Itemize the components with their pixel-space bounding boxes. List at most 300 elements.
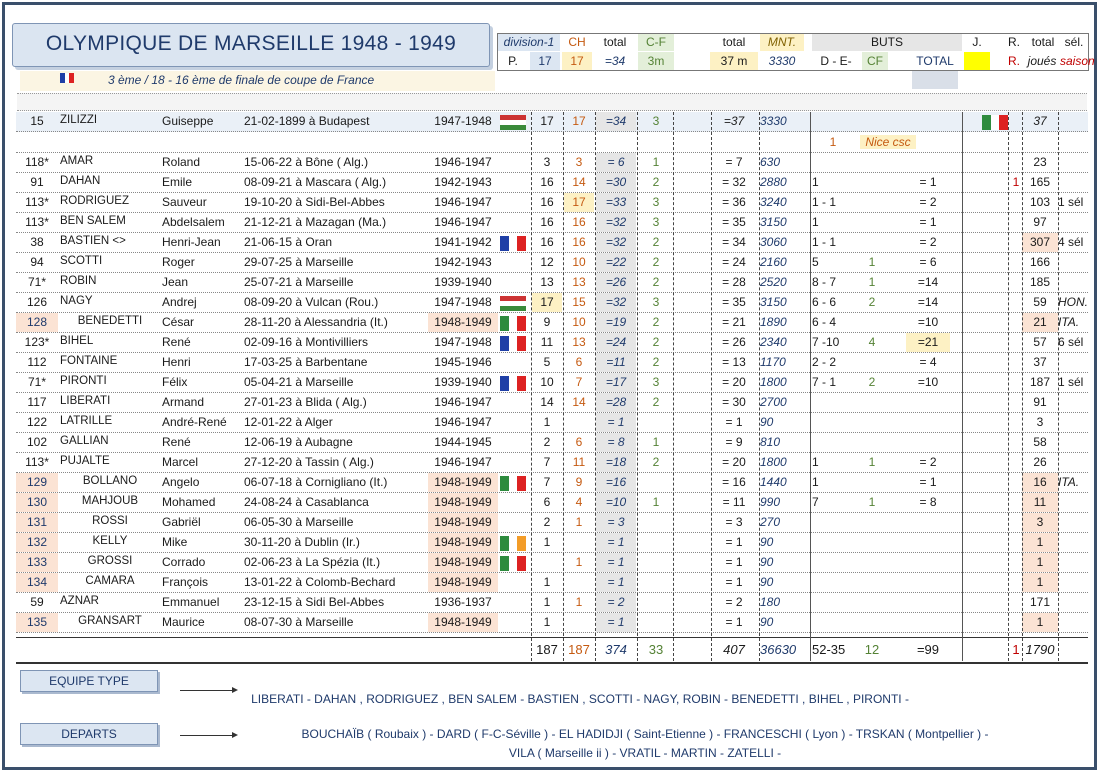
column-divider	[810, 112, 811, 661]
cell-bcf: 2	[868, 295, 876, 309]
cell-cf: 1	[652, 155, 660, 169]
cell-num: 118*	[25, 155, 49, 169]
cell-birth: 27-12-20 à Tassin ( Alg.)	[244, 455, 374, 469]
cell-total: =28	[596, 393, 636, 412]
column-divider	[1008, 112, 1009, 661]
cell-de: 6 - 4	[812, 315, 837, 329]
cell-cf: 3	[652, 195, 660, 209]
cell-de: 7 -10	[812, 335, 840, 349]
cell-mnt: 270	[760, 515, 781, 529]
cell-de: 5	[812, 255, 819, 269]
cell-d1: 9	[543, 315, 551, 329]
cell-name: LATRILLE	[60, 415, 113, 427]
cell-tot3: 3	[1036, 415, 1044, 429]
player-row[interactable]	[16, 453, 1088, 473]
cf-value: 3m	[638, 52, 674, 70]
country-flag-icon	[500, 316, 526, 331]
cell-num: 129	[16, 473, 58, 492]
cell-d1: 2	[543, 435, 551, 449]
cell-birth: 12-01-22 à Alger	[244, 415, 333, 429]
cell-birth: 23-12-15 à Sidi Bel-Abbes	[244, 595, 385, 609]
cell-birth: 21-02-1899 à Budapest	[244, 114, 370, 128]
column-divider	[1022, 112, 1023, 661]
cell-tot2: = 1	[725, 535, 743, 549]
page-title: OLYMPIQUE DE MARSEILLE 1948 - 1949	[45, 32, 457, 55]
cell-tot3: 166	[1029, 255, 1051, 269]
buts-cf-label: CF	[862, 52, 888, 70]
equipe-type-button[interactable]	[20, 670, 158, 692]
cell-ch: 13	[572, 335, 586, 349]
player-row[interactable]	[16, 293, 1088, 313]
cell-tot2: = 30	[722, 395, 746, 409]
equipe-type-label: EQUIPE TYPE	[49, 674, 129, 688]
cell-d1: 1	[543, 615, 551, 629]
cell-mnt: 1890	[760, 315, 787, 329]
cell-ch: 10	[572, 315, 586, 329]
cell-first: François	[162, 575, 209, 589]
cell-btot: = 1	[919, 175, 937, 189]
cell-mnt: 1800	[760, 455, 787, 469]
cell-birth: 02-09-16 à Montivilliers	[244, 335, 369, 349]
spacer-band	[17, 93, 1087, 111]
p-label: P.	[508, 54, 518, 68]
cell-season: 1944-1945	[434, 435, 492, 449]
cell-mnt: 90	[760, 415, 774, 429]
cell-num: 71*	[27, 375, 47, 389]
cell-tot2: = 28	[722, 275, 746, 289]
cell-d1: 6	[543, 495, 551, 509]
cell-sel: ITA.	[1058, 475, 1080, 489]
cell-name: GALLIAN	[60, 435, 109, 447]
cell-total: =30	[596, 173, 636, 192]
cell-bcf: 4	[868, 335, 876, 349]
cell-ch: 6	[575, 435, 583, 449]
cell-de: 1	[812, 455, 819, 469]
cell-season: 1948-1949	[428, 313, 498, 332]
cell-birth: 25-07-21 à Marseille	[244, 275, 354, 289]
cell-tot2: = 11	[722, 495, 746, 509]
cell-mnt: 180	[760, 595, 781, 609]
cell-birth: 08-09-20 à Vulcan (Rou.)	[244, 295, 379, 309]
cell-ch: 15	[572, 295, 586, 309]
column-divider	[637, 112, 638, 661]
cell-birth: 17-03-25 à Barbentane	[244, 355, 368, 369]
player-row[interactable]	[16, 353, 1088, 373]
cell-d1: 16	[540, 215, 554, 229]
hungary-flag-icon	[500, 115, 526, 130]
player-row[interactable]	[16, 533, 1088, 553]
cell-mnt: 2880	[760, 175, 787, 189]
cell-d1: 1	[543, 535, 551, 549]
cell-num: 123*	[24, 335, 50, 349]
cell-season: 1946-1947	[434, 215, 492, 229]
cell-btot: = 2	[919, 455, 937, 469]
cell-cf: 2	[652, 235, 660, 249]
cell-d1: 7	[543, 455, 551, 469]
cell-num: 94	[30, 255, 44, 269]
cell-tot3: 59	[1033, 295, 1047, 309]
player-row[interactable]	[16, 433, 1088, 453]
cell-d1: 2	[543, 515, 551, 529]
cell-name: GROSSI	[87, 555, 133, 567]
cell-ch: 6	[575, 355, 583, 369]
player-row[interactable]	[16, 253, 1088, 273]
cell-tot3: 58	[1033, 435, 1047, 449]
cell-tot2: = 21	[722, 315, 746, 329]
cell-btot: = 2	[919, 235, 937, 249]
cell-ch: 16	[572, 235, 586, 249]
cell-sel: 1 sél	[1058, 375, 1084, 389]
cell-name: BASTIEN <>	[60, 235, 126, 247]
cell-cf: 2	[652, 275, 660, 289]
cell-d1: 17	[540, 114, 554, 128]
cell-cf: 3	[652, 215, 660, 229]
buts-total-label: TOTAL	[916, 54, 954, 68]
cell-tot3: 171	[1029, 595, 1051, 609]
cell-total: = 1	[596, 553, 636, 572]
cell-name: PUJALTE	[60, 455, 110, 467]
player-row[interactable]	[16, 193, 1088, 213]
cell-tot2: = 24	[722, 255, 746, 269]
cell-season: 1936-1937	[434, 595, 492, 609]
ch-label: CH	[568, 35, 586, 49]
p-value: 17	[530, 52, 560, 70]
cell-mnt: 36630	[760, 642, 797, 657]
cell-mnt: 3240	[760, 195, 787, 209]
cell-sel: 6 sél	[1058, 335, 1084, 349]
cell-num: 102	[26, 435, 48, 449]
cell-tot2: = 35	[722, 215, 746, 229]
cell-tot3: 185	[1029, 275, 1051, 289]
cell-tot2: = 26	[722, 335, 746, 349]
cell-birth: 13-01-22 à Colomb-Bechard	[244, 575, 396, 589]
cell-name: KELLY	[92, 535, 128, 547]
cell-tot2: = 1	[725, 575, 743, 589]
total2-value: 37 m	[710, 52, 758, 70]
cell-season: 1946-1947	[434, 195, 492, 209]
cell-num: 71*	[27, 275, 47, 289]
cell-bcf: 1	[868, 455, 876, 469]
cell-total: =11	[596, 353, 636, 372]
cell-tot2: = 7	[725, 155, 743, 169]
cell-d1: 14	[540, 395, 554, 409]
cell-de: 2 - 2	[812, 355, 837, 369]
cell-de: 7 - 1	[812, 375, 837, 389]
cell-bcf: 2	[868, 375, 876, 389]
cell-first: Emmanuel	[162, 595, 220, 609]
cell-first: Gabriël	[162, 515, 201, 529]
totals-row	[16, 637, 1088, 664]
cell-mnt: 90	[760, 535, 774, 549]
cell-r: 1	[1012, 175, 1020, 189]
cell-total: = 1	[596, 533, 636, 552]
cell-mnt: 3330	[760, 114, 787, 128]
player-row[interactable]	[16, 493, 1088, 513]
cell-ch: 16	[572, 215, 586, 229]
cell-total: =32	[596, 293, 636, 312]
mnt-value: 3330	[768, 54, 796, 68]
cell-birth: 29-07-25 à Marseille	[244, 255, 354, 269]
departs-label: DEPARTS	[61, 727, 117, 741]
cell-cf: 2	[652, 175, 660, 189]
cell-num: 113*	[25, 455, 49, 469]
cell-ch: 1	[575, 595, 583, 609]
departs-text-line-2: VILA ( Marseille ii ) - VRATIL - MARTIN - ZATELLI -	[508, 746, 782, 760]
cell-season: 1948-1949	[428, 513, 498, 532]
country-flag-icon	[500, 336, 526, 351]
cell-tot3: 16	[1022, 473, 1058, 492]
ch-value: 17	[562, 52, 592, 70]
cell-name: ZILIZZI	[60, 114, 98, 126]
cell-first: Marcel	[162, 455, 199, 469]
cell-total: =16	[596, 473, 636, 492]
cell-de: 1	[812, 475, 819, 489]
cell-first: Abdelsalem	[162, 215, 225, 229]
j-label: J.	[972, 35, 982, 49]
cell-season: 1948-1949	[428, 573, 498, 592]
player-row[interactable]	[16, 473, 1088, 493]
cell-btot: =14	[917, 275, 939, 289]
cell-mnt: 2700	[760, 395, 787, 409]
country-flag-icon	[500, 476, 526, 491]
cell-total: =18	[596, 453, 636, 472]
player-row[interactable]	[16, 173, 1088, 193]
cell-total: =19	[596, 313, 636, 332]
cell-birth: 21-06-15 à Oran	[244, 235, 333, 249]
cell-first: Mohamed	[162, 495, 216, 509]
cell-btot: = 4	[919, 355, 937, 369]
cell-cf: 3	[652, 295, 660, 309]
cell-first: Guiseppe	[162, 114, 214, 128]
cell-d1: 1	[543, 415, 551, 429]
player-row[interactable]	[16, 373, 1088, 393]
cell-total: = 8	[596, 433, 636, 452]
player-row[interactable]	[16, 553, 1088, 573]
cell-cf: 2	[652, 355, 660, 369]
country-flag-icon	[500, 296, 526, 311]
player-row[interactable]	[16, 513, 1088, 533]
cell-d1: 1	[543, 575, 551, 589]
cell-season: 1946-1947	[434, 415, 492, 429]
cell-tot3: 165	[1029, 175, 1051, 189]
column-divider	[531, 112, 532, 661]
cell-first: Henri	[162, 355, 191, 369]
cell-sel: 1 sél	[1058, 195, 1084, 209]
cell-de: 1 - 1	[812, 235, 837, 249]
cell-ch: 7	[575, 375, 583, 389]
cell-cf: 2	[652, 455, 660, 469]
cell-btot: =14	[917, 295, 939, 309]
cell-first: René	[162, 335, 191, 349]
cell-tot2: = 20	[722, 455, 746, 469]
player-row[interactable]	[16, 573, 1088, 593]
cell-de: 52-35	[812, 642, 846, 657]
cell-tot3: 97	[1033, 215, 1047, 229]
cell-d1: 13	[540, 275, 554, 289]
cell-total: =34	[596, 112, 636, 131]
division-label: division-1	[498, 34, 560, 51]
cell-num: 128	[16, 313, 58, 332]
cell-tot2: = 16	[722, 475, 746, 489]
cell-season: 1946-1947	[434, 455, 492, 469]
cell-btot: = 1	[919, 215, 937, 229]
cell-birth: 06-05-30 à Marseille	[244, 515, 354, 529]
cell-birth: 15-06-22 à Bône ( Alg.)	[244, 155, 369, 169]
cell-season: 1945-1946	[434, 355, 492, 369]
cell-total: =17	[596, 373, 636, 392]
cell-btot: =99	[916, 642, 940, 657]
cell-sel: ITA.	[1058, 315, 1080, 329]
cell-season: 1947-1948	[434, 295, 492, 309]
cell-mnt: 3150	[760, 295, 787, 309]
cell-d1: 11	[540, 335, 554, 349]
cell-cf: 2	[652, 255, 660, 269]
departs-text-line-1: BOUCHAÏB ( Roubaix ) - DARD ( F-C-Séville ) - EL HADIDJI ( Saint-Etienne ) - FRANCESCHI ( Lyon ) - TRSKAN ( Montpellier ) -	[301, 727, 989, 741]
cell-tot3: 1	[1022, 553, 1058, 572]
coach-row[interactable]	[16, 112, 1088, 132]
cell-name: MAHJOUB	[81, 495, 139, 507]
cell-d1: 1	[543, 595, 551, 609]
note-number: 1	[829, 135, 837, 149]
cell-name: ROBIN	[60, 275, 97, 287]
player-row[interactable]	[16, 213, 1088, 233]
cell-cf: 1	[652, 495, 660, 509]
cell-first: André-René	[162, 415, 227, 429]
cell-birth: 24-08-24 à Casablanca	[244, 495, 369, 509]
cell-cf: 3	[652, 114, 660, 128]
yellow-marker	[964, 52, 990, 70]
cell-tot3: 21	[1022, 313, 1058, 332]
cell-bcf: 1	[868, 495, 876, 509]
cell-btot: =10	[917, 315, 939, 329]
cell-btot: =21	[906, 333, 950, 352]
cell-mnt: 90	[760, 575, 774, 589]
cell-birth: 05-04-21 à Marseille	[244, 375, 354, 389]
cell-de: 1	[812, 215, 819, 229]
cell-name: CAMARA	[85, 575, 135, 587]
cell-name: NAGY	[60, 295, 93, 307]
total2-label: total	[722, 35, 746, 49]
cell-name: LIBERATI	[60, 395, 111, 407]
cell-ch: 13	[572, 275, 586, 289]
cell-num: 91	[30, 175, 44, 189]
cell-season: 1946-1947	[434, 395, 492, 409]
cell-season: 1948-1949	[428, 473, 498, 492]
cell-first: Félix	[162, 375, 188, 389]
cell-mnt: 2340	[760, 335, 787, 349]
player-row[interactable]	[16, 333, 1088, 353]
player-row[interactable]	[16, 613, 1088, 633]
cell-first: Jean	[162, 275, 189, 289]
note-row	[16, 133, 1088, 153]
cell-name: SCOTTI	[60, 255, 103, 267]
cell-name: AZNAR	[60, 595, 99, 607]
cell-tot3: 37	[1033, 355, 1047, 369]
cell-sel: 4 sél	[1058, 235, 1084, 249]
italy-flag-icon	[982, 115, 1008, 130]
column-divider	[673, 112, 674, 661]
cell-first: Armand	[162, 395, 205, 409]
cell-d1: 5	[543, 355, 551, 369]
cell-btot: =10	[917, 375, 939, 389]
cell-tot2: = 9	[725, 435, 743, 449]
arrow-icon	[180, 735, 232, 736]
player-row[interactable]	[16, 233, 1088, 253]
player-row[interactable]	[16, 393, 1088, 413]
cell-de: 7	[812, 495, 819, 509]
cell-season: 1939-1940	[434, 375, 492, 389]
total-label: total	[603, 35, 627, 49]
cell-ch: 187	[568, 642, 590, 657]
cell-season: 1946-1947	[434, 155, 492, 169]
cell-ch: 3	[575, 155, 583, 169]
cell-name: BENEDETTI	[77, 315, 143, 327]
cell-first: Henri-Jean	[162, 235, 221, 249]
player-row[interactable]	[16, 153, 1088, 173]
column-divider	[711, 112, 712, 661]
cell-d1: 187	[536, 642, 558, 657]
player-row[interactable]	[16, 593, 1088, 613]
cell-first: René	[162, 435, 191, 449]
departs-button[interactable]	[20, 723, 158, 745]
country-flag-icon	[500, 236, 526, 251]
buts-label: BUTS	[812, 34, 962, 51]
cell-d1: 3	[543, 155, 551, 169]
cell-season: 1947-1948	[434, 335, 492, 349]
cell-bcf: 12	[864, 642, 880, 657]
cell-tot3: 3	[1022, 513, 1058, 532]
cell-birth: 21-12-21 à Mazagan (Ma.)	[244, 215, 387, 229]
cell-mnt: 3150	[760, 215, 787, 229]
joues-label: joués	[1027, 54, 1057, 68]
cell-total: =22	[596, 253, 636, 272]
cell-tot3: 23	[1033, 155, 1047, 169]
column-divider	[962, 112, 963, 661]
cell-season: 1939-1940	[434, 275, 492, 289]
cell-cf: 2	[652, 315, 660, 329]
cell-ch: 1	[575, 515, 583, 529]
cell-cf: 2	[652, 395, 660, 409]
cell-birth: 27-01-23 à Blida ( Alg.)	[244, 395, 367, 409]
cell-total: =10	[596, 493, 636, 512]
cell-birth: 06-07-18 à Cornigliano (It.)	[244, 475, 388, 489]
cell-total: =24	[596, 333, 636, 352]
country-flag-icon	[500, 536, 526, 551]
cell-first: Emile	[162, 175, 193, 189]
player-row[interactable]	[16, 273, 1088, 293]
cell-birth: 19-10-20 à Sidi-Bel-Abbes	[244, 195, 385, 209]
cell-tot3: 11	[1022, 493, 1058, 512]
column-divider	[563, 112, 564, 661]
player-row[interactable]	[16, 413, 1088, 433]
cell-btot: = 6	[919, 255, 937, 269]
cell-de: 1 - 1	[812, 195, 837, 209]
cell-btot: = 2	[919, 195, 937, 209]
cell-total: =32	[596, 213, 636, 232]
sel-label: sél.	[1064, 35, 1084, 49]
cell-btot: = 8	[919, 495, 937, 509]
cell-birth: 28-11-20 à Alessandria (It.)	[244, 315, 388, 329]
cell-tot3: 37	[1033, 114, 1047, 128]
cell-total: = 6	[596, 153, 636, 172]
cell-mnt: 2160	[760, 255, 787, 269]
cell-d1: 16	[540, 235, 554, 249]
cell-tot3: 103	[1029, 195, 1051, 209]
cell-mnt: 1800	[760, 375, 787, 389]
player-row[interactable]	[16, 313, 1088, 333]
cell-tot2: = 34	[722, 235, 746, 249]
cf-label: C-F	[638, 34, 674, 51]
